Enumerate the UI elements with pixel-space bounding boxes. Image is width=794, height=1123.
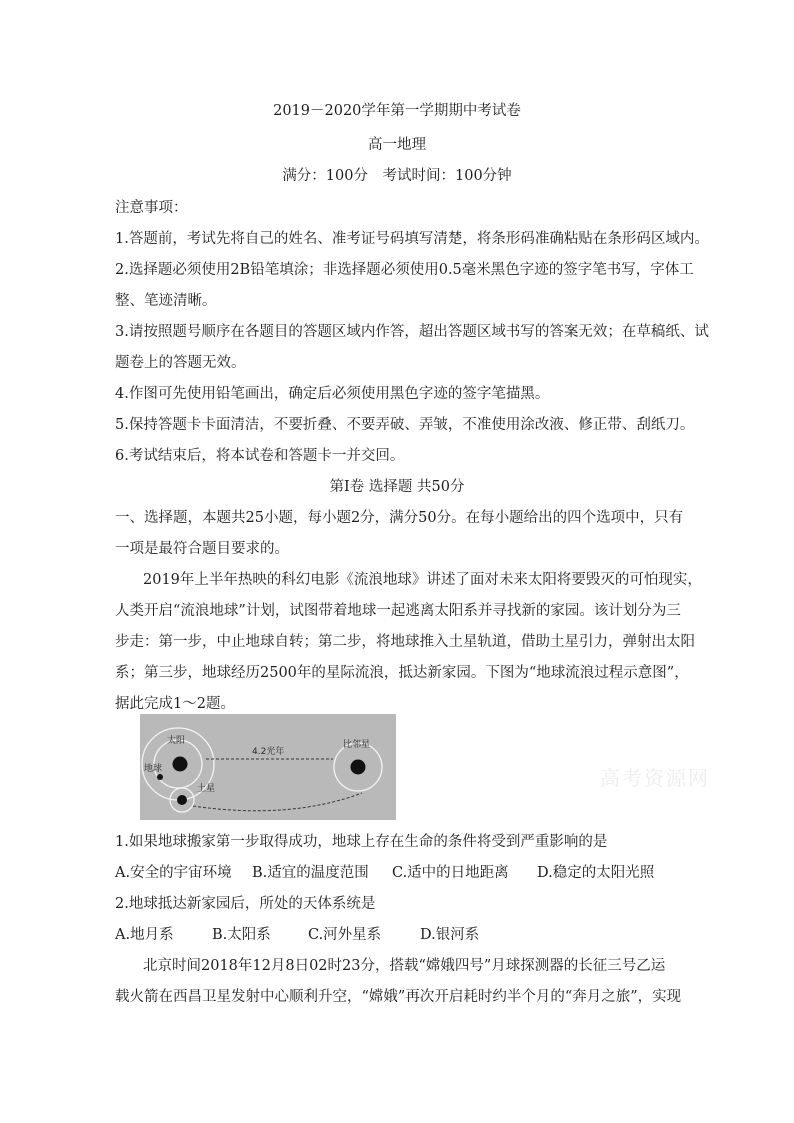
passage-1-line-3: 步走：第一步，中止地球自转；第二步，将地球推入土星轨道，借助土星引力，弹射出太阳 (115, 634, 695, 650)
sun-label: 太阳 (167, 736, 186, 746)
earth-label: 地球 (144, 764, 163, 774)
proxima-label: 比邻星 (343, 740, 371, 750)
note-3-line-1: 3.请按照题号顺序在各题目的答题区域内作答，超出答题区域书写的答案无效；在草稿纸、试 (115, 324, 709, 340)
note-1: 1.答题前，考试先将自己的姓名、准考证号码填写清楚，将条形码准确粘贴在条形码区域内。 (115, 231, 709, 247)
passage-1-line-4: 系；第三步，地球经历2500年的星际流浪，抵达新家园。下图为“地球流浪过程示意图”， (115, 665, 689, 681)
question-1-option-d: D.稳定的太阳光照 (537, 865, 655, 881)
question-2-stem: 2.地球抵达新家园后，所处的天体系统是 (115, 896, 376, 912)
section-instruction-line-1: 一、选择题，本题共25小题，每小题2分，满分50分。在每小题给出的四个选项中，只有 (115, 510, 684, 526)
saturn-icon (177, 795, 187, 805)
note-6: 6.考试结束后，将本试卷和答题卡一并交回。 (115, 448, 405, 464)
question-1-option-a: A.安全的宇宙环境 (115, 865, 232, 881)
question-2-option-d: D.银河系 (420, 927, 480, 943)
note-5: 5.保持答题卡卡面清洁，不要折叠、不要弄破、弄皱，不准使用涂改液、修正带、刮纸刀。 (115, 417, 695, 433)
earth-wandering-diagram (140, 714, 396, 820)
note-4: 4.作图可先使用铅笔画出，确定后必须使用黑色字迹的签字笔描黑。 (115, 386, 550, 402)
note-2-line-2: 整、笔迹清晰。 (115, 293, 217, 309)
exam-info: 满分：100分 考试时间：100分钟 (282, 168, 512, 184)
passage-1-line-1: 2019年上半年热映的科幻电影《流浪地球》讲述了面对未来太阳将要毁灭的可怕现实， (143, 572, 702, 588)
subject-title: 高一地理 (368, 137, 426, 153)
passage-1-line-2: 人类开启“流浪地球”计划，试图带着地球一起逃离太阳系并寻找新的家园。该计划分为三 (115, 603, 681, 619)
sun-icon (173, 757, 188, 772)
earth-icon (157, 774, 163, 780)
question-1-option-c: C.适中的日地距离 (392, 865, 509, 881)
question-1-stem: 1.如果地球搬家第一步取得成功，地球上存在生命的条件将受到严重影响的是 (115, 834, 608, 850)
distance-label: 4.2光年 (252, 747, 285, 757)
notes-heading: 注意事项： (115, 200, 188, 216)
section-title: 第Ⅰ卷 选择题 共50分 (329, 479, 465, 495)
question-2-option-a: A.地月系 (115, 927, 174, 943)
watermark: 高考资源网 (600, 766, 710, 790)
exam-title: 2019－2020学年第一学期期中考试卷 (273, 103, 521, 119)
passage-2-line-1: 北京时间2018年12月8日02时23分，搭载“嫦娥四号”月球探测器的长征三号乙运 (143, 958, 666, 974)
question-2-option-c: C.河外星系 (308, 927, 382, 943)
saturn-label: 土星 (197, 784, 216, 794)
question-1-option-b: B.适宜的温度范围 (252, 865, 369, 881)
question-2-option-b: B.太阳系 (212, 927, 271, 943)
proxima-icon (351, 760, 366, 775)
section-instruction-line-2: 一项是最符合题目要求的。 (115, 541, 289, 557)
note-3-line-2: 题卷上的答题无效。 (115, 355, 246, 371)
passage-2-line-2: 载火箭在西昌卫星发射中心顺利升空，“嫦娥”再次开启耗时约半个月的“奔月之旅”，实现 (115, 989, 682, 1005)
note-2-line-1: 2.选择题必须使用2B铅笔填涂；非选择题必须使用0.5毫米黑色字迹的签字笔书写，字体工 (115, 262, 694, 278)
passage-1-line-5: 据此完成1～2题。 (115, 696, 235, 712)
